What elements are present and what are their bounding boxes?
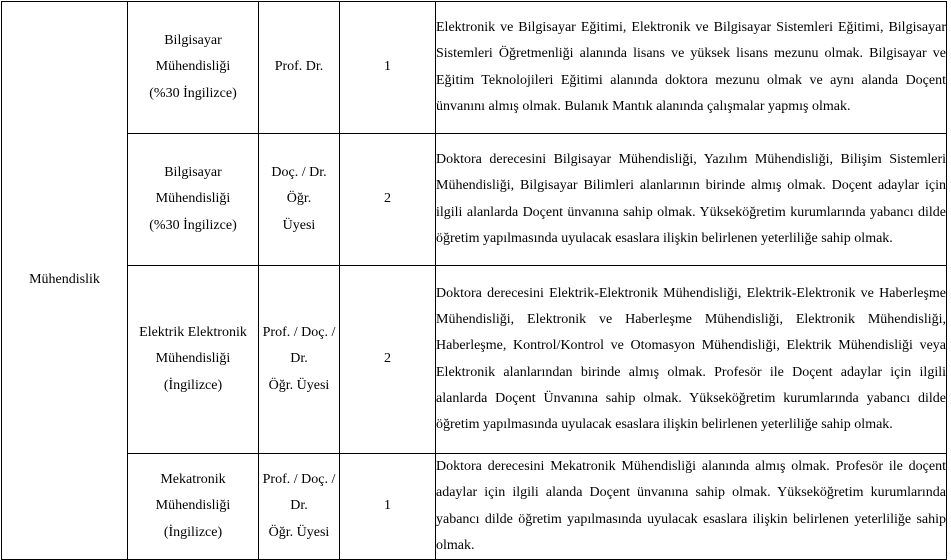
description-text: Doktora derecesini Mekatronik Mühendisliği alanında almış olmak. Profesör ile doçent adaylar için ilgili alanda Doçent ünvanına sahip olmak. Yükseköğretim kurumlarında yabancı dilde öğretim yapılmasında uyulacak esaslara ilişkin belirlenen yeterliliğe sahip olmak. [436, 459, 946, 553]
department-cell [128, 266, 259, 454]
department-line: (%30 İngilizce) [149, 217, 237, 233]
department-line: Mühendisliği [155, 59, 231, 75]
title-cell [259, 454, 340, 560]
description-cell [436, 2, 947, 134]
title-line: Doç. / Dr. Öğr. [271, 165, 327, 207]
department-line: Bilgisayar [164, 165, 222, 181]
department-line: Elektrik Elektronik [139, 325, 247, 341]
title-line: Öğr. Üyesi [268, 524, 330, 540]
department-line: Bilgisayar [164, 33, 222, 49]
requirements-table [1, 1, 947, 560]
count-cell: 2 [340, 134, 436, 266]
title-line: Prof. Dr. [274, 59, 324, 75]
department-line: (İngilizce) [163, 377, 223, 393]
description-cell [436, 134, 947, 266]
description-text: Doktora derecesini Elektrik-Elektronik Mühendisliği, Elektrik-Elektronik ve Haberleşme Mühendisliği, Elektronik ve Haberleşme Mühendisliği, Elektronik Mühendisliği, Haberleşme, Kontrol/Kontrol ve Otomasyon Mühendisliği, Elektrik Mühendisliği veya Elektronik alanlarından birinde almış olmak. Profesör ile Doçent adaylar için ilgili alanlarda Doçent Ünvanına sahip olmak. Yükseköğretim kurumlarında yabancı dilde öğretim yapılmasında uyulacak esaslara ilişkin belirlenen yeterliliğe sahip olmak. [436, 285, 946, 433]
description-text: Doktora derecesini Bilgisayar Mühendisliği, Yazılım Mühendisliği, Bilişim Sistemleri Mühendisliği, Bilgisayar Bilimleri alanlarının birinde almış olmak. Doçent adaylar için ilgili alanlarda Doçent ünvanına sahip olmak. Yükseköğretim kurumlarında yabancı dilde öğretim yapılmasında uyulacak esaslara ilişkin belirlenen yeterliliğe sahip olmak. [436, 151, 946, 246]
count-cell: 1 [340, 454, 436, 560]
table-row [2, 2, 947, 134]
department-cell [128, 2, 259, 134]
department-cell [128, 454, 259, 560]
description-cell [436, 454, 947, 560]
title-cell [259, 2, 340, 134]
description-text: Elektronik ve Bilgisayar Eğitimi, Elektronik ve Bilgisayar Sistemleri Eğitimi, Bilgisayar Sistemleri Öğretmenliği alanında lisans ve yüksek lisans mezunu olmak. Bilgisayar ve Eğitim Teknolojileri Eğitimi alanında doktora mezunu olmak ve aynı alanda Doçent ünvanını almış olmak. Bulanık Mantık alanında çalışmalar yapmış olmak. [436, 19, 946, 114]
title-line: Üyesi [282, 217, 316, 233]
table-row [2, 454, 947, 560]
title-cell [259, 266, 340, 454]
faculty-cell: Mühendislik [2, 2, 128, 560]
description-cell [436, 266, 947, 454]
table-row [2, 266, 947, 454]
title-line: Öğr. Üyesi [268, 377, 330, 393]
department-cell [128, 134, 259, 266]
department-line: Mühendisliği [155, 191, 231, 207]
table-row [2, 134, 947, 266]
department-line: (İngilizce) [163, 524, 223, 540]
department-line: Mühendisliği [155, 351, 231, 367]
count-cell: 2 [340, 266, 436, 454]
title-line: Prof. / Doç. / Dr. [262, 472, 336, 514]
department-line: (%30 İngilizce) [149, 85, 237, 101]
department-line: Mekatronik [160, 472, 226, 488]
count-cell: 1 [340, 2, 436, 134]
department-line: Mühendisliği [155, 498, 231, 514]
title-line: Prof. / Doç. / Dr. [262, 325, 336, 367]
title-cell [259, 134, 340, 266]
